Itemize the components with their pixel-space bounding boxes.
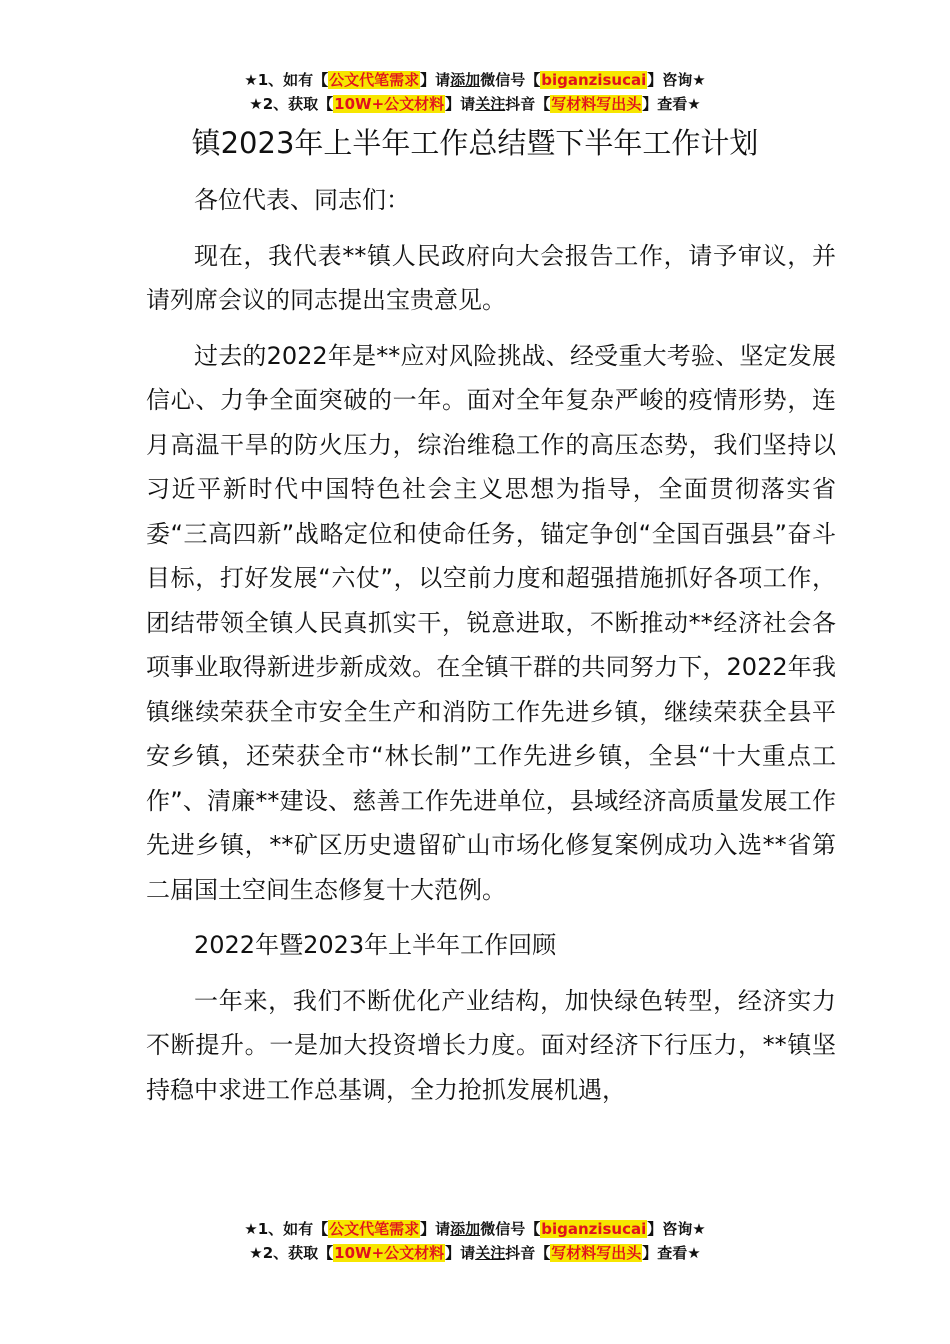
- paragraph-economy: 一年来，我们不断优化产业结构，加快绿色转型，经济实力不断提升。一是加大投资增长力度。面对经济下行压力，**镇坚持稳中求进工作总基调，全力抢抓发展机遇，: [146, 986, 836, 1104]
- star-icon: ★: [687, 95, 701, 113]
- banner-line-2: [0, 1241, 950, 1265]
- banner-text: 】查看: [642, 95, 688, 113]
- banner-text: 】请: [420, 71, 451, 89]
- banner-text: 2、获取【: [262, 1244, 334, 1262]
- highlight-text: 10W+公文材料: [334, 95, 445, 113]
- banner-text: 微信号【: [480, 71, 541, 89]
- section-heading: 2022年暨2023年上半年工作回顾: [194, 931, 557, 959]
- document-title: 镇2023年上半年工作总结暨下半年工作计划: [191, 126, 759, 160]
- highlight-text: 公文代笔需求: [329, 1220, 420, 1238]
- star-icon: ★: [249, 1244, 263, 1262]
- banner-text: 抖音【: [505, 95, 551, 113]
- banner-line-2: [0, 92, 950, 116]
- underlined-text: 添加: [450, 1220, 481, 1238]
- underlined-text: 关注: [475, 1244, 506, 1262]
- highlight-text: 写材料写出头: [551, 95, 642, 113]
- paragraph-review-2022: 过去的2022年是**应对风险挑战、经受重大考验、坚定发展信心、力争全面突破的一年。面对全年复杂严峻的疫情形势，连月高温干旱的防火压力，综治维稳工作的高压态势，我们坚持以习近平新时代中国特色社会主义思想为指导，全面贯彻落实省委“三高四新”战略定位和使命任务，锚定争创“全国百强县”奋斗目标，打好发展“六仗”，以空前力度和超强措施抓好各项工作，团结带领全镇人民真抓实干，锐意进取，不断推动**经济社会各项事业取得新进步新成效。在全镇干群的共同努力下，2022年我镇继续荣获全市安全生产和消防工作先进乡镇，继续荣获全县平安乡镇，还荣获全市“林长制”工作先进乡镇，全县“十大重点工作”、清廉**建设、慈善工作先进单位，县域经济高质量发展工作先进乡镇，**矿区历史遗留矿山市场化修复案例成功入选**省第二届国土空间生态修复十大范例。: [146, 341, 836, 904]
- banner-text: 1、如有【: [257, 1220, 329, 1238]
- underlined-text: 添加: [450, 71, 481, 89]
- banner-text: 】请: [445, 1244, 476, 1262]
- highlight-text: 公文代笔需求: [329, 71, 420, 89]
- banner-line-1: [0, 68, 950, 92]
- banner-text: 】咨询: [647, 71, 693, 89]
- star-icon: ★: [687, 1244, 701, 1262]
- star-icon: ★: [692, 71, 706, 89]
- star-icon: ★: [249, 95, 263, 113]
- top-banner: [0, 68, 950, 116]
- highlight-text: biganzisucai: [541, 71, 647, 89]
- banner-text: 微信号【: [480, 1220, 541, 1238]
- banner-line-1: [0, 1217, 950, 1241]
- banner-text: 抖音【: [505, 1244, 551, 1262]
- bottom-banner: [0, 1217, 950, 1265]
- paragraph-intro: 现在，我代表**镇人民政府向大会报告工作，请予审议，并请列席会议的同志提出宝贵意见。: [146, 241, 836, 314]
- underlined-text: 关注: [475, 95, 506, 113]
- paragraph-salutation: 各位代表、同志们：: [194, 186, 410, 214]
- banner-text: 】请: [445, 95, 476, 113]
- banner-text: 2、获取【: [262, 95, 334, 113]
- banner-text: 】咨询: [647, 1220, 693, 1238]
- banner-text: 1、如有【: [257, 71, 329, 89]
- star-icon: ★: [692, 1220, 706, 1238]
- star-icon: ★: [244, 1220, 258, 1238]
- banner-text: 】请: [420, 1220, 451, 1238]
- highlight-text: 写材料写出头: [551, 1244, 642, 1262]
- star-icon: ★: [244, 71, 258, 89]
- highlight-text: 10W+公文材料: [334, 1244, 445, 1262]
- banner-text: 】查看: [642, 1244, 688, 1262]
- document-body: [146, 178, 836, 1123]
- highlight-text: biganzisucai: [541, 1220, 647, 1238]
